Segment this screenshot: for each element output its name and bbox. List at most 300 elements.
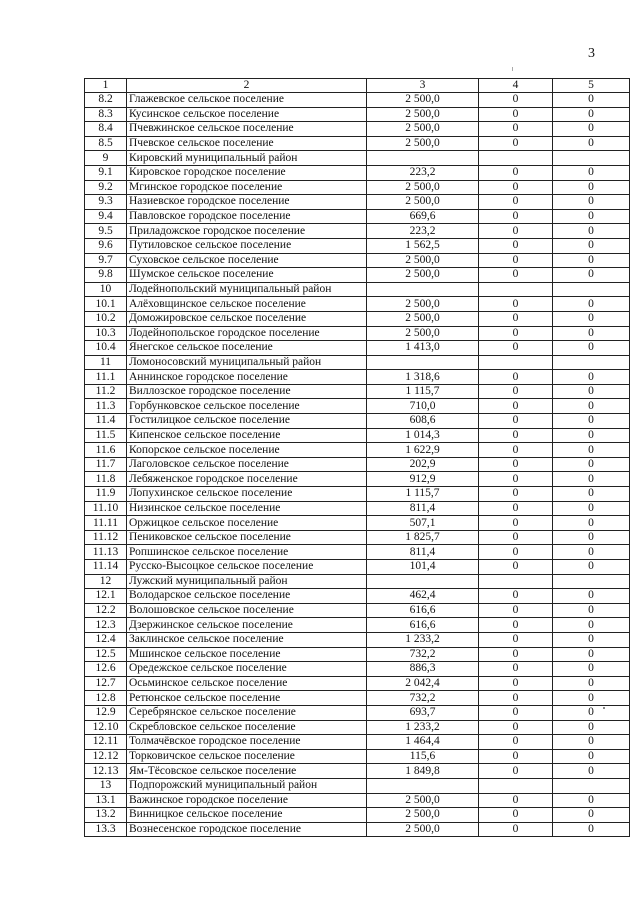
row-number: 12 — [85, 574, 127, 589]
row-col-5: 0 — [553, 472, 630, 487]
header-row — [85, 79, 630, 93]
row-name: Павловское городское поселение — [127, 209, 367, 224]
table-row — [85, 822, 630, 837]
header-col-5: 5 — [553, 79, 630, 93]
row-amount: 2 500,0 — [367, 311, 479, 326]
row-col-4: 0 — [479, 647, 553, 662]
table-row — [85, 676, 630, 691]
header-col-3: 3 — [367, 79, 479, 93]
row-col-5 — [553, 574, 630, 589]
row-name: Кировский муниципальный район — [127, 151, 367, 166]
row-col-5: 0 — [553, 822, 630, 837]
row-number: 10.1 — [85, 297, 127, 312]
row-amount: 1 014,3 — [367, 428, 479, 443]
table-row — [85, 516, 630, 531]
row-name: Лодейнопольское городское поселение — [127, 326, 367, 341]
table-row — [85, 560, 630, 575]
row-amount: 732,2 — [367, 691, 479, 706]
row-col-4 — [479, 282, 553, 297]
table-row — [85, 749, 630, 764]
row-number: 11.7 — [85, 457, 127, 472]
row-name: Скребловское сельское поселение — [127, 720, 367, 735]
row-name: Лебяженское городское поселение — [127, 472, 367, 487]
row-number: 9.4 — [85, 209, 127, 224]
table-row — [85, 662, 630, 677]
row-amount: 2 500,0 — [367, 253, 479, 268]
row-col-4: 0 — [479, 822, 553, 837]
row-name: Янегское сельское поселение — [127, 341, 367, 356]
row-name: Лаголовское сельское поселение — [127, 457, 367, 472]
row-name: Дзержинское сельское поселение — [127, 618, 367, 633]
row-col-4: 0 — [479, 428, 553, 443]
row-col-5: 0 — [553, 705, 630, 720]
row-col-5: 0 — [553, 253, 630, 268]
table-row — [85, 326, 630, 341]
row-name: Суховское сельское поселение — [127, 253, 367, 268]
table-row — [85, 574, 630, 589]
table-row — [85, 107, 630, 122]
row-name: Ропшинское сельское поселение — [127, 545, 367, 560]
row-amount: 1 115,7 — [367, 384, 479, 399]
row-name: Оредежское сельское поселение — [127, 662, 367, 677]
row-amount: 811,4 — [367, 545, 479, 560]
row-col-4: 0 — [479, 93, 553, 108]
table-row — [85, 472, 630, 487]
table-row — [85, 764, 630, 779]
row-name: Гостилицкое сельское поселение — [127, 414, 367, 429]
row-number: 13.2 — [85, 808, 127, 823]
row-name: Ям-Тёсовское сельское поселение — [127, 764, 367, 779]
row-number: 11.5 — [85, 428, 127, 443]
table-row — [85, 209, 630, 224]
row-name: Низинское сельское поселение — [127, 501, 367, 516]
table-row — [85, 341, 630, 356]
row-col-4: 0 — [479, 632, 553, 647]
row-col-4: 0 — [479, 487, 553, 502]
row-col-5: 0 — [553, 165, 630, 180]
row-col-4: 0 — [479, 341, 553, 356]
row-name: Пчевжинское сельское поселение — [127, 122, 367, 137]
row-col-4: 0 — [479, 749, 553, 764]
row-col-5: 0 — [553, 341, 630, 356]
row-number: 12.13 — [85, 764, 127, 779]
row-number: 11.9 — [85, 487, 127, 502]
row-col-5: 0 — [553, 384, 630, 399]
row-amount: 1 825,7 — [367, 530, 479, 545]
row-name: Копорское сельское поселение — [127, 443, 367, 458]
row-col-4: 0 — [479, 180, 553, 195]
row-name: Оржицкое сельское поселение — [127, 516, 367, 531]
row-col-5: 0 — [553, 268, 630, 283]
row-col-5: 0 — [553, 107, 630, 122]
row-number: 8.2 — [85, 93, 127, 108]
row-amount: 2 500,0 — [367, 822, 479, 837]
row-col-5: 0 — [553, 311, 630, 326]
row-col-5: 0 — [553, 238, 630, 253]
row-col-5: 0 — [553, 297, 630, 312]
row-col-5: 0 — [553, 647, 630, 662]
row-amount: 732,2 — [367, 647, 479, 662]
row-amount: 1 562,5 — [367, 238, 479, 253]
table-row — [85, 647, 630, 662]
row-name: Мгинское городское поселение — [127, 180, 367, 195]
row-amount: 1 622,9 — [367, 443, 479, 458]
row-amount: 811,4 — [367, 501, 479, 516]
row-col-4: 0 — [479, 705, 553, 720]
row-col-5: 0 — [553, 180, 630, 195]
row-name: Толмачёвское городское поселение — [127, 735, 367, 750]
row-col-4: 0 — [479, 720, 553, 735]
row-name: Заклинское сельское поселение — [127, 632, 367, 647]
row-amount: 2 500,0 — [367, 93, 479, 108]
table-row — [85, 487, 630, 502]
row-amount: 693,7 — [367, 705, 479, 720]
row-number: 12.9 — [85, 705, 127, 720]
row-name: Аннинское городское поселение — [127, 370, 367, 385]
table-row — [85, 793, 630, 808]
row-amount: 2 500,0 — [367, 180, 479, 195]
row-amount: 1 233,2 — [367, 720, 479, 735]
row-col-5: 0 — [553, 370, 630, 385]
row-col-5: 0 — [553, 399, 630, 414]
table-row — [85, 720, 630, 735]
row-col-4 — [479, 574, 553, 589]
row-amount: 2 500,0 — [367, 808, 479, 823]
row-number: 10.3 — [85, 326, 127, 341]
row-col-5: 0 — [553, 560, 630, 575]
row-amount — [367, 282, 479, 297]
row-col-5: 0 — [553, 545, 630, 560]
row-name: Назиевское городское поселение — [127, 195, 367, 210]
row-number: 11.3 — [85, 399, 127, 414]
table-row — [85, 428, 630, 443]
row-name: Алёховщинское сельское поселение — [127, 297, 367, 312]
table-row — [85, 370, 630, 385]
row-number: 11.12 — [85, 530, 127, 545]
row-name: Важинское городское поселение — [127, 793, 367, 808]
row-name: Вознесенское городское поселение — [127, 822, 367, 837]
row-amount: 616,6 — [367, 618, 479, 633]
row-name: Серебрянское сельское поселение — [127, 705, 367, 720]
row-col-4: 0 — [479, 165, 553, 180]
table-row — [85, 195, 630, 210]
row-number: 11.2 — [85, 384, 127, 399]
table-row — [85, 399, 630, 414]
row-col-4: 0 — [479, 399, 553, 414]
row-col-5: 0 — [553, 793, 630, 808]
row-amount: 1 464,4 — [367, 735, 479, 750]
row-amount: 912,9 — [367, 472, 479, 487]
row-number: 10.2 — [85, 311, 127, 326]
row-col-4: 0 — [479, 662, 553, 677]
page-number: 3 — [588, 46, 595, 61]
table-row — [85, 311, 630, 326]
row-amount: 1 115,7 — [367, 487, 479, 502]
row-col-4 — [479, 151, 553, 166]
row-amount: 2 500,0 — [367, 326, 479, 341]
table-row — [85, 93, 630, 108]
row-col-4: 0 — [479, 195, 553, 210]
row-col-4: 0 — [479, 311, 553, 326]
row-col-4: 0 — [479, 764, 553, 779]
table-row — [85, 735, 630, 750]
row-number: 11.6 — [85, 443, 127, 458]
row-col-5: 0 — [553, 808, 630, 823]
table-body — [85, 93, 630, 837]
row-col-4: 0 — [479, 107, 553, 122]
row-amount — [367, 355, 479, 370]
row-name: Пениковское сельское поселение — [127, 530, 367, 545]
row-col-5: 0 — [553, 195, 630, 210]
row-col-5: 0 — [553, 589, 630, 604]
table-row — [85, 384, 630, 399]
table-row — [85, 501, 630, 516]
row-amount: 1 233,2 — [367, 632, 479, 647]
table-row — [85, 122, 630, 137]
row-number: 12.7 — [85, 676, 127, 691]
row-number: 12.5 — [85, 647, 127, 662]
row-name: Доможировское сельское поселение — [127, 311, 367, 326]
row-number: 12.11 — [85, 735, 127, 750]
row-name: Глажевское сельское поселение — [127, 93, 367, 108]
row-number: 11.14 — [85, 560, 127, 575]
table-row — [85, 268, 630, 283]
row-col-5: 0 — [553, 764, 630, 779]
row-col-4: 0 — [479, 370, 553, 385]
row-number: 12.1 — [85, 589, 127, 604]
row-col-5 — [553, 778, 630, 793]
row-col-5: 0 — [553, 691, 630, 706]
row-col-4: 0 — [479, 603, 553, 618]
row-number: 11.13 — [85, 545, 127, 560]
header-col-2: 2 — [127, 79, 367, 93]
row-number: 9.7 — [85, 253, 127, 268]
row-col-4: 0 — [479, 808, 553, 823]
table-row — [85, 180, 630, 195]
row-number: 10.4 — [85, 341, 127, 356]
table-row — [85, 545, 630, 560]
row-number: 11.1 — [85, 370, 127, 385]
row-col-5: 0 — [553, 632, 630, 647]
row-amount: 2 500,0 — [367, 122, 479, 137]
row-name: Лодейнопольский муниципальный район — [127, 282, 367, 297]
table-row — [85, 589, 630, 604]
table-row — [85, 632, 630, 647]
row-number: 12.3 — [85, 618, 127, 633]
row-number: 12.6 — [85, 662, 127, 677]
row-amount — [367, 574, 479, 589]
row-amount: 2 500,0 — [367, 793, 479, 808]
row-amount: 608,6 — [367, 414, 479, 429]
table-row — [85, 443, 630, 458]
row-amount: 223,2 — [367, 224, 479, 239]
row-col-4: 0 — [479, 501, 553, 516]
row-number: 10 — [85, 282, 127, 297]
table-row — [85, 151, 630, 166]
row-col-4: 0 — [479, 414, 553, 429]
row-amount: 1 413,0 — [367, 341, 479, 356]
row-col-4 — [479, 778, 553, 793]
table-row — [85, 165, 630, 180]
row-col-4 — [479, 355, 553, 370]
row-col-4: 0 — [479, 224, 553, 239]
row-col-4: 0 — [479, 589, 553, 604]
row-col-5: 0 — [553, 136, 630, 151]
row-number: 12.4 — [85, 632, 127, 647]
table-row — [85, 224, 630, 239]
row-amount: 1 849,8 — [367, 764, 479, 779]
row-number: 8.4 — [85, 122, 127, 137]
row-amount: 2 500,0 — [367, 107, 479, 122]
row-amount: 669,6 — [367, 209, 479, 224]
row-name: Приладожское городское поселение — [127, 224, 367, 239]
row-amount: 2 500,0 — [367, 268, 479, 283]
row-amount: 886,3 — [367, 662, 479, 677]
row-col-4: 0 — [479, 384, 553, 399]
row-number: 9.8 — [85, 268, 127, 283]
row-col-4: 0 — [479, 735, 553, 750]
row-name: Горбунковское сельское поселение — [127, 399, 367, 414]
row-amount: 2 500,0 — [367, 195, 479, 210]
table-row — [85, 355, 630, 370]
row-name: Виллозское городское поселение — [127, 384, 367, 399]
row-col-5: 0 — [553, 516, 630, 531]
row-name: Ретюнское сельское поселение — [127, 691, 367, 706]
row-col-4: 0 — [479, 793, 553, 808]
row-amount: 616,6 — [367, 603, 479, 618]
row-col-4: 0 — [479, 136, 553, 151]
table-row — [85, 136, 630, 151]
row-name: Шумское сельское поселение — [127, 268, 367, 283]
row-number: 9.5 — [85, 224, 127, 239]
row-name: Володарское сельское поселение — [127, 589, 367, 604]
row-amount: 462,4 — [367, 589, 479, 604]
row-col-4: 0 — [479, 209, 553, 224]
row-amount: 710,0 — [367, 399, 479, 414]
row-name: Путиловское сельское поселение — [127, 238, 367, 253]
row-number: 12.8 — [85, 691, 127, 706]
row-number: 13.3 — [85, 822, 127, 837]
table-row — [85, 705, 630, 720]
table-row — [85, 691, 630, 706]
row-number: 9.3 — [85, 195, 127, 210]
table-row — [85, 282, 630, 297]
row-amount — [367, 778, 479, 793]
table-row — [85, 297, 630, 312]
row-col-4: 0 — [479, 457, 553, 472]
row-name: Подпорожский муниципальный район — [127, 778, 367, 793]
row-col-4: 0 — [479, 516, 553, 531]
table-row — [85, 603, 630, 618]
row-col-5: 0 — [553, 530, 630, 545]
row-col-5: 0 — [553, 443, 630, 458]
row-number: 8.3 — [85, 107, 127, 122]
row-amount — [367, 151, 479, 166]
row-col-4: 0 — [479, 122, 553, 137]
row-col-5: 0 — [553, 209, 630, 224]
row-name: Винницкое сельское поселение — [127, 808, 367, 823]
row-amount: 115,6 — [367, 749, 479, 764]
row-col-4: 0 — [479, 443, 553, 458]
row-name: Кусинское сельское поселение — [127, 107, 367, 122]
row-name: Лужский муниципальный район — [127, 574, 367, 589]
row-number: 9.1 — [85, 165, 127, 180]
header-col-4: 4 — [479, 79, 553, 93]
row-name: Пчевское сельское поселение — [127, 136, 367, 151]
table-row — [85, 778, 630, 793]
row-number: 8.5 — [85, 136, 127, 151]
table-row — [85, 530, 630, 545]
row-amount: 2 500,0 — [367, 297, 479, 312]
row-amount: 101,4 — [367, 560, 479, 575]
row-col-5: 0 — [553, 676, 630, 691]
row-number: 9.2 — [85, 180, 127, 195]
row-amount: 1 318,6 — [367, 370, 479, 385]
table-row — [85, 808, 630, 823]
row-col-5: 0 — [553, 501, 630, 516]
row-number: 12.12 — [85, 749, 127, 764]
row-col-4: 0 — [479, 530, 553, 545]
row-col-5: 0 — [553, 414, 630, 429]
row-number: 13.1 — [85, 793, 127, 808]
row-amount: 2 042,4 — [367, 676, 479, 691]
header-col-1: 1 — [85, 79, 127, 93]
row-number: 11.4 — [85, 414, 127, 429]
row-col-5: 0 — [553, 224, 630, 239]
row-col-5: 0 — [553, 457, 630, 472]
row-col-5: 0 — [553, 326, 630, 341]
row-name: Ломоносовский муниципальный район — [127, 355, 367, 370]
row-col-5: 0 — [553, 720, 630, 735]
row-col-4: 0 — [479, 238, 553, 253]
table-row — [85, 253, 630, 268]
row-amount: 202,9 — [367, 457, 479, 472]
table-row — [85, 238, 630, 253]
row-number: 13 — [85, 778, 127, 793]
row-number: 9 — [85, 151, 127, 166]
row-col-4: 0 — [479, 268, 553, 283]
row-col-5: 0 — [553, 122, 630, 137]
row-col-5: 0 — [553, 618, 630, 633]
row-name: Кипенское сельское поселение — [127, 428, 367, 443]
row-col-5 — [553, 355, 630, 370]
table-row — [85, 457, 630, 472]
row-col-5: 0 — [553, 603, 630, 618]
allocation-table — [84, 78, 630, 837]
row-name: Лопухинское сельское поселение — [127, 487, 367, 502]
row-col-5: 0 — [553, 428, 630, 443]
row-col-5: 0 — [553, 93, 630, 108]
row-col-5: 0 — [553, 735, 630, 750]
row-number: 11.11 — [85, 516, 127, 531]
row-name: Кировское городское поселение — [127, 165, 367, 180]
row-col-4: 0 — [479, 326, 553, 341]
row-name: Торковичское сельское поселение — [127, 749, 367, 764]
row-col-4: 0 — [479, 253, 553, 268]
row-col-4: 0 — [479, 560, 553, 575]
row-col-4: 0 — [479, 676, 553, 691]
row-col-5 — [553, 282, 630, 297]
row-col-4: 0 — [479, 472, 553, 487]
scan-mark — [512, 67, 513, 71]
row-amount: 2 500,0 — [367, 136, 479, 151]
row-amount: 507,1 — [367, 516, 479, 531]
table-row — [85, 618, 630, 633]
row-number: 9.6 — [85, 238, 127, 253]
row-number: 11 — [85, 355, 127, 370]
row-col-4: 0 — [479, 545, 553, 560]
table-row — [85, 414, 630, 429]
